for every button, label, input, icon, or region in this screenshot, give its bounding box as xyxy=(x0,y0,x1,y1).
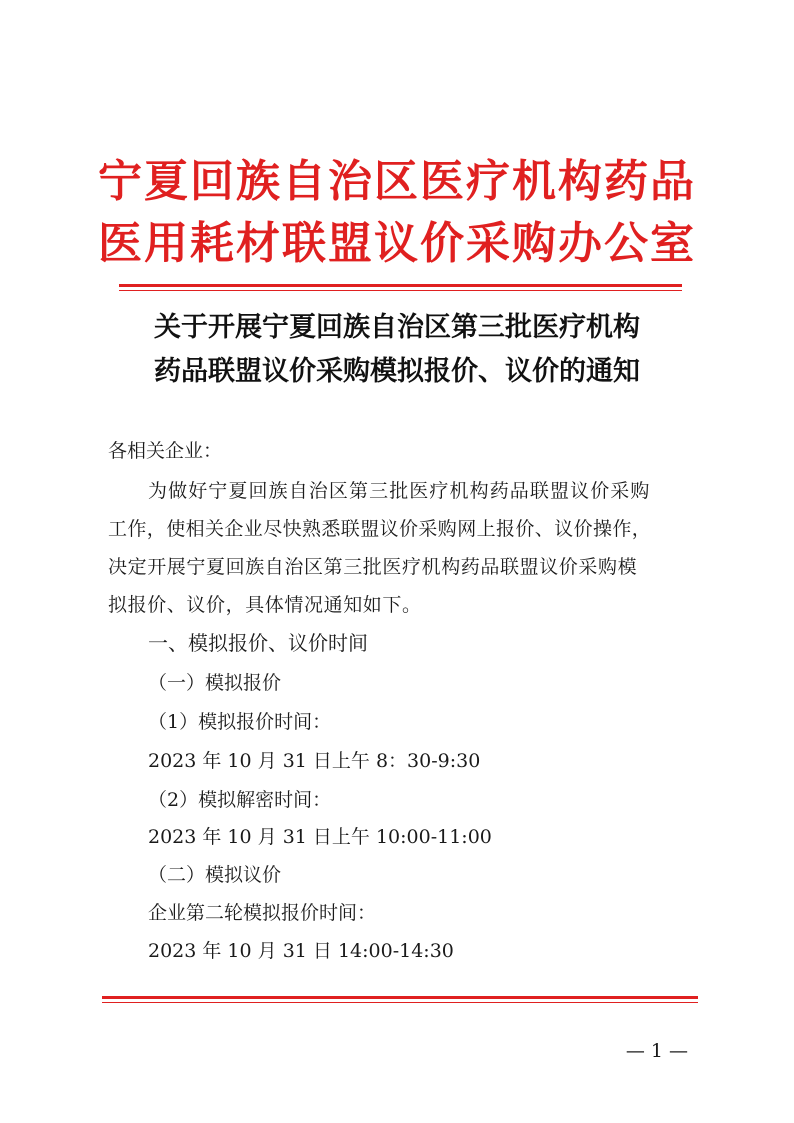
page-number: — 1 — xyxy=(625,1040,688,1062)
document-title-line2: 药品联盟议价采购模拟报价、议价的通知 xyxy=(154,356,640,387)
document-title-line1: 关于开展宁夏回族自治区第三批医疗机构 xyxy=(154,312,640,343)
item-label: （2）模拟解密时间： xyxy=(148,789,332,811)
subsection-heading: （一）模拟报价 xyxy=(148,672,282,694)
paragraph-line: 为做好宁夏回族自治区第三批医疗机构药品联盟议价采购 xyxy=(148,480,651,502)
item-label: （1）模拟报价时间： xyxy=(148,711,332,733)
header-rule-thin xyxy=(119,290,682,291)
paragraph-line: 决定开展宁夏回族自治区第三批医疗机构药品联盟议价采购模 xyxy=(108,556,638,578)
paragraph-line: 工作，使相关企业尽快熟悉联盟议价采购网上报价、议价操作， xyxy=(108,518,652,540)
subsection-heading: （二）模拟议价 xyxy=(148,864,282,886)
header-rule-thick xyxy=(119,284,682,287)
footer-rule-thin xyxy=(102,1002,698,1003)
item-time: 2023 年 10 月 31 日上午 10:00-11:00 xyxy=(148,826,492,848)
item-label: 企业第二轮模拟报价时间： xyxy=(148,902,377,924)
footer-rule-thick xyxy=(102,996,698,999)
item-time: 2023 年 10 月 31 日上午 8：30-9:30 xyxy=(148,750,481,772)
item-time: 2023 年 10 月 31 日 14:00-14:30 xyxy=(148,940,454,962)
issuer-name-line2: 医用耗材联盟议价采购办公室 xyxy=(98,218,696,269)
paragraph-line: 拟报价、议价，具体情况通知如下。 xyxy=(108,594,422,616)
salutation: 各相关企业： xyxy=(108,440,223,462)
section-heading: 一、模拟报价、议价时间 xyxy=(148,631,368,655)
issuer-name-line1: 宁夏回族自治区医疗机构药品 xyxy=(98,156,696,207)
